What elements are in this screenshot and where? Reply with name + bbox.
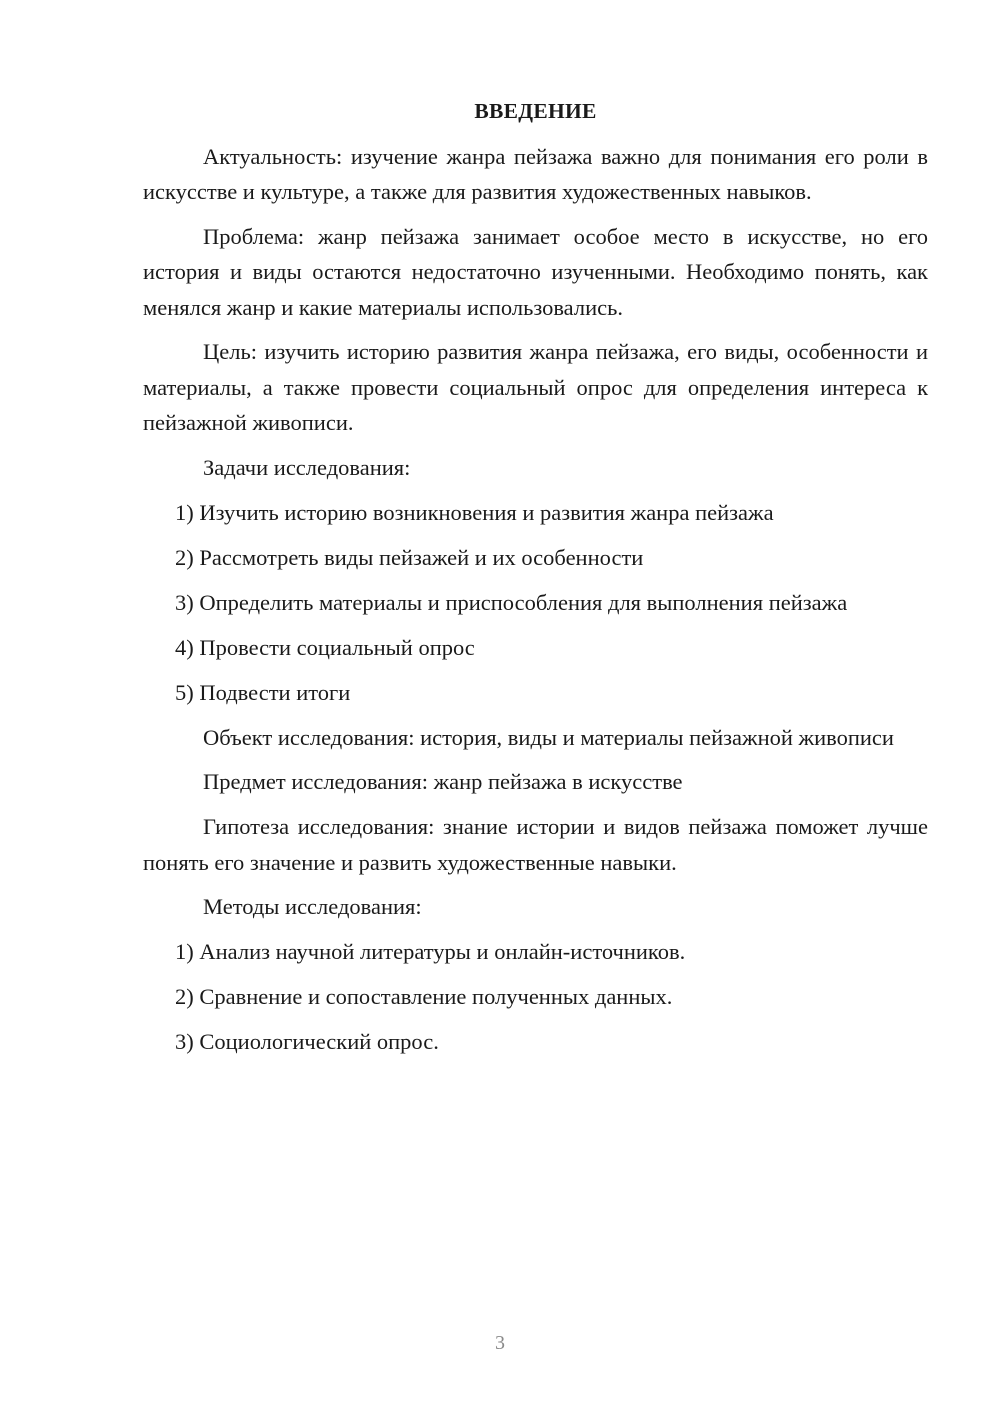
goal-paragraph: Цель: изучить историю развития жанра пейзажа, его виды, особенности и материалы, а также провести социальный опрос для определения интереса к пейзажной живописи. [143, 339, 928, 435]
list-item: 4) Провести социальный опрос [175, 634, 475, 660]
tasks-list [143, 495, 928, 711]
page-title: ВВЕДЕНИЕ [474, 99, 597, 123]
list-item: 3) Определить материалы и приспособления для выполнения пейзажа [175, 589, 848, 615]
problem-paragraph: Проблема: жанр пейзажа занимает особое место в искусстве, но его история и виды остаются недостаточно изученными. Необходимо понять, как менялся жанр и какие материалы использовались. [143, 223, 928, 320]
page-number: 3 [495, 1332, 505, 1354]
list-item: 1) Анализ научной литературы и онлайн-источников. [175, 939, 686, 964]
methods-heading: Методы исследования: [203, 894, 422, 919]
tasks-heading: Задачи исследования: [203, 454, 411, 480]
document-body [143, 94, 928, 1069]
relevance-paragraph: Актуальность: изучение жанра пейзажа важно для понимания его роли в искусстве и культуре, а также для развития художественных навыков. [143, 143, 928, 204]
list-item: 5) Подвести итоги [175, 679, 351, 705]
list-item: 1) Изучить историю возникновения и развития жанра пейзажа [175, 499, 774, 525]
methods-list [143, 934, 928, 1060]
object-paragraph: Объект исследования: история, виды и материалы пейзажной живописи [203, 724, 894, 750]
list-item: 2) Сравнение и сопоставление полученных данных. [175, 984, 673, 1009]
list-item: 2) Рассмотреть виды пейзажей и их особенности [175, 544, 644, 570]
list-item: 3) Социологический опрос. [175, 1029, 439, 1054]
hypothesis-paragraph: Гипотеза исследования: знание истории и видов пейзажа поможет лучше понять его значение и развить художественные навыки. [143, 814, 928, 875]
subject-paragraph: Предмет исследования: жанр пейзажа в искусстве [203, 769, 683, 794]
